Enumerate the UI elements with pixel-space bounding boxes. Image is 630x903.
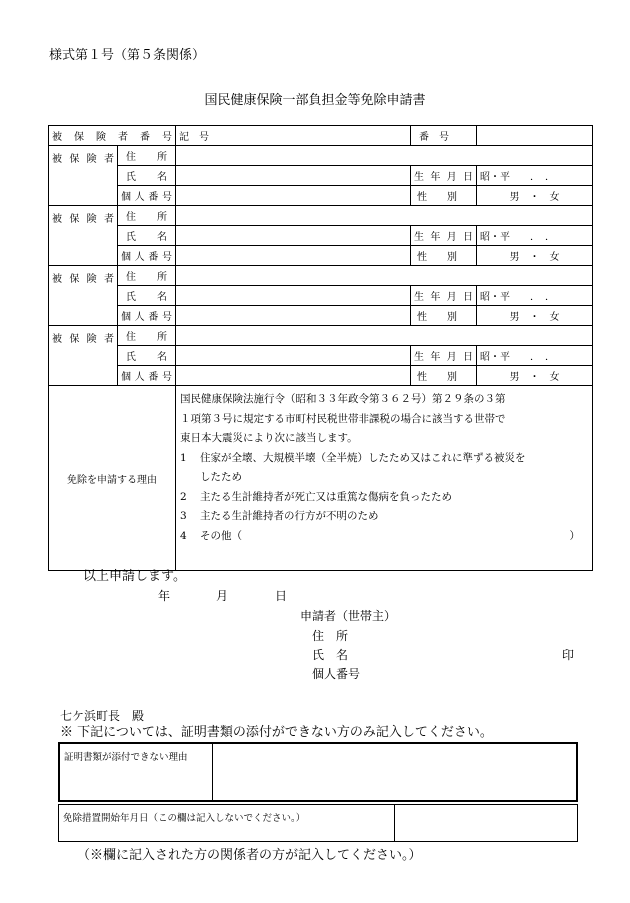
kigo-field[interactable] bbox=[176, 126, 411, 146]
applicant-mynumber-label: 個人番号 bbox=[312, 667, 361, 681]
mynumber-label: 個人番号 bbox=[118, 306, 176, 326]
reason-item[interactable] bbox=[180, 449, 588, 469]
reason-item-text: 住家が全壊、大規模半壊（全半焼）したため又はこれに準ずる被災を bbox=[200, 451, 526, 464]
name-label: 氏 名 bbox=[118, 346, 176, 366]
address-field[interactable] bbox=[176, 326, 593, 346]
birth-field[interactable]: 昭・平 ． ． bbox=[477, 226, 593, 246]
mynumber-label: 個人番号 bbox=[118, 186, 176, 206]
address-field[interactable] bbox=[176, 266, 593, 286]
birth-label: 生年月日 bbox=[411, 166, 477, 186]
form-number: 様式第１号（第５条関係） bbox=[49, 48, 206, 63]
address-label: 住 所 bbox=[118, 326, 176, 346]
seal-mark: 印 bbox=[562, 648, 575, 662]
cert-label: 証明書類が添付できない理由 bbox=[60, 744, 213, 800]
table-row bbox=[49, 166, 593, 186]
footer-note: （※欄に記入された方の関係者の方が記入してください。） bbox=[77, 848, 422, 863]
reason-label: 免除を申請する理由 bbox=[49, 386, 176, 571]
birth-field[interactable]: 昭・平 ． ． bbox=[477, 286, 593, 306]
birth-field[interactable]: 昭・平 ． ． bbox=[477, 346, 593, 366]
mynumber-field[interactable] bbox=[176, 306, 411, 326]
table-row bbox=[49, 366, 593, 386]
address-label: 住 所 bbox=[118, 266, 176, 286]
insured-label-4: 被保険者 bbox=[49, 326, 118, 386]
table-row bbox=[49, 246, 593, 266]
applicant-label: 申請者（世帯主） bbox=[300, 609, 397, 623]
exempt-box bbox=[58, 804, 578, 842]
table-row bbox=[49, 306, 593, 326]
reason-item[interactable] bbox=[180, 468, 588, 488]
address-field[interactable] bbox=[176, 206, 593, 226]
cert-field[interactable] bbox=[213, 744, 576, 800]
table-row bbox=[49, 186, 593, 206]
date-month: 月 bbox=[216, 589, 229, 603]
reason-item-number: 4 bbox=[180, 529, 187, 542]
birth-field[interactable]: 昭・平 ． ． bbox=[477, 166, 593, 186]
reason-item-number: 2 bbox=[180, 490, 187, 503]
sex-label: 性 別 bbox=[411, 246, 477, 266]
table-row bbox=[49, 346, 593, 366]
date-year: 年 bbox=[158, 589, 171, 603]
bango-field[interactable] bbox=[477, 126, 593, 146]
sex-field[interactable]: 男 ・ 女 bbox=[477, 366, 593, 386]
mynumber-field[interactable] bbox=[176, 366, 411, 386]
reason-item-text: 主たる生計維持者の行方が不明のため bbox=[200, 510, 379, 522]
mynumber-label: 個人番号 bbox=[118, 246, 176, 266]
reason-item-text: 主たる生計維持者が死亡又は重篤な傷病を負ったため bbox=[200, 490, 452, 503]
mynumber-label: 個人番号 bbox=[118, 366, 176, 386]
reason-text-line: １項第３号に規定する市町村民税世帯非課税の場合に該当する世帯で bbox=[180, 412, 506, 425]
exempt-label: 免除措置開始年月日（この欄は記入しないでください。） bbox=[59, 805, 395, 841]
insured-label-2: 被保険者 bbox=[49, 206, 118, 266]
name-label: 氏 名 bbox=[118, 166, 176, 186]
insured-label-1: 被保険者 bbox=[49, 146, 118, 206]
address-label: 住 所 bbox=[118, 206, 176, 226]
applicant-name-label: 氏 名 bbox=[312, 648, 349, 662]
reason-item-number: 1 bbox=[180, 451, 187, 464]
name-field[interactable] bbox=[176, 346, 411, 366]
mynumber-field[interactable] bbox=[176, 246, 411, 266]
table-row bbox=[49, 266, 593, 286]
birth-label: 生年月日 bbox=[411, 226, 477, 246]
address-field[interactable] bbox=[176, 146, 593, 166]
table-row bbox=[49, 126, 593, 146]
reason-other-open: その他（ bbox=[200, 529, 242, 542]
birth-label: 生年月日 bbox=[411, 346, 477, 366]
sex-field[interactable]: 男 ・ 女 bbox=[477, 306, 593, 326]
reason-item-text: したため bbox=[200, 471, 242, 483]
table-row bbox=[49, 326, 593, 346]
name-label: 氏 名 bbox=[118, 286, 176, 306]
kigo-label: 記 号 bbox=[179, 132, 209, 143]
reason-cell bbox=[176, 386, 593, 571]
mynumber-field[interactable] bbox=[176, 186, 411, 206]
insured-label-3: 被保険者 bbox=[49, 266, 118, 326]
sex-field[interactable]: 男 ・ 女 bbox=[477, 186, 593, 206]
reason-item-other[interactable] bbox=[180, 527, 588, 547]
insured-table bbox=[48, 125, 593, 571]
table-row bbox=[49, 386, 593, 571]
bango-label: 番 号 bbox=[411, 126, 477, 146]
sex-label: 性 別 bbox=[411, 366, 477, 386]
reason-item[interactable] bbox=[180, 507, 588, 527]
birth-label: 生年月日 bbox=[411, 286, 477, 306]
sex-label: 性 別 bbox=[411, 306, 477, 326]
name-label: 氏 名 bbox=[118, 226, 176, 246]
reason-text-line: 国民健康保険法施行令（昭和３３年政令第３６２号）第２９条の３第 bbox=[180, 393, 506, 405]
reason-other-close: ） bbox=[569, 529, 580, 542]
name-field[interactable] bbox=[176, 286, 411, 306]
table-row bbox=[49, 286, 593, 306]
sex-label: 性 別 bbox=[411, 186, 477, 206]
table-row bbox=[49, 226, 593, 246]
reason-item-number: 3 bbox=[180, 510, 187, 522]
date-day: 日 bbox=[275, 589, 288, 603]
name-field[interactable] bbox=[176, 226, 411, 246]
exempt-field[interactable] bbox=[395, 805, 577, 841]
reason-item-number bbox=[180, 468, 200, 488]
table-row bbox=[49, 206, 593, 226]
insured-number-label: 被保険者番号 bbox=[49, 126, 176, 146]
table-row bbox=[49, 146, 593, 166]
sex-field[interactable]: 男 ・ 女 bbox=[477, 246, 593, 266]
applied-text: 以上申請します。 bbox=[83, 569, 186, 584]
applicant-address-label: 住 所 bbox=[312, 629, 349, 643]
reason-text-line: 東日本大震災により次に該当します。 bbox=[180, 432, 358, 444]
note-text: ※ 下記については、証明書類の添付ができない方のみ記入してください。 bbox=[60, 725, 493, 740]
cert-box bbox=[58, 742, 578, 802]
reason-item[interactable] bbox=[180, 488, 588, 508]
page-title: 国民健康保険一部負担金等免除申請書 bbox=[204, 93, 426, 108]
name-field[interactable] bbox=[176, 166, 411, 186]
addressee: 七ケ浜町長 殿 bbox=[60, 709, 145, 723]
address-label: 住 所 bbox=[118, 146, 176, 166]
